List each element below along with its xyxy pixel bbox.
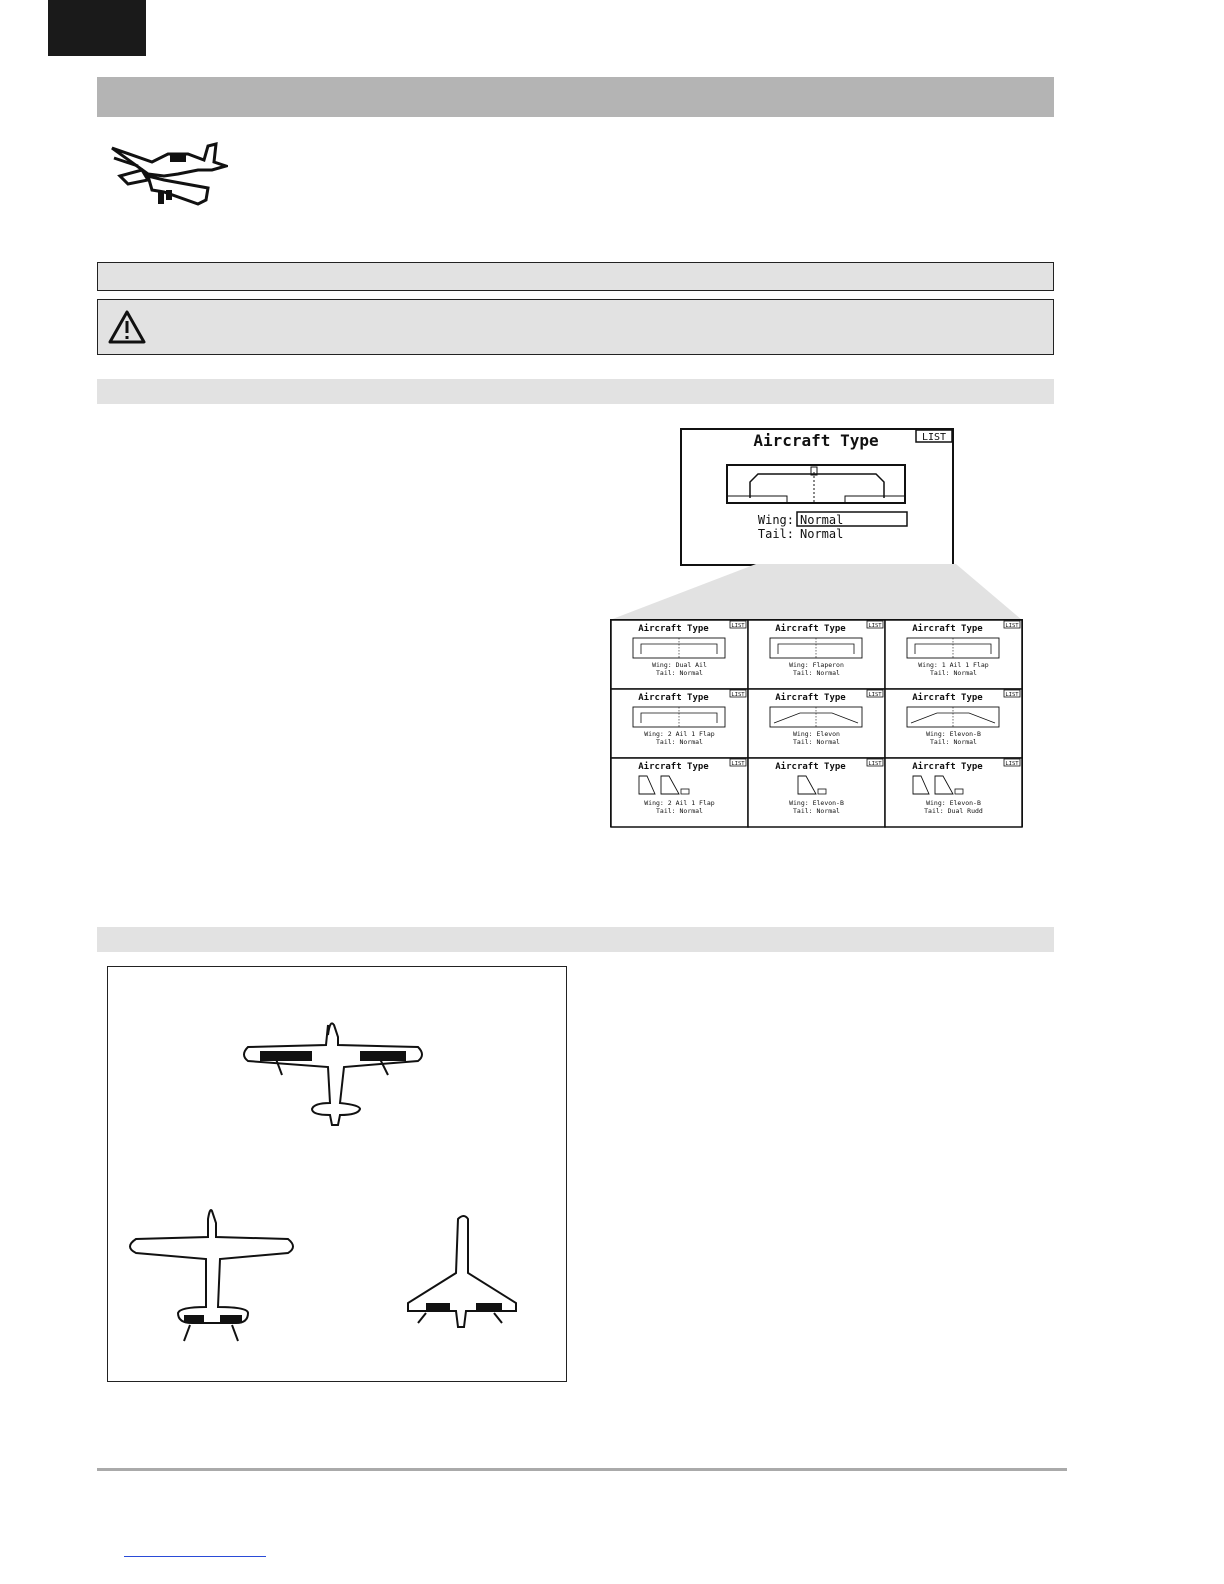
- grid-screen-wing: Wing: Elevon-B: [926, 730, 981, 738]
- leader-line: [276, 1059, 282, 1075]
- grid-screen-title: Aircraft Type: [775, 762, 846, 772]
- aircraft-type-grid: [610, 619, 1024, 828]
- grid-screen-tail: Tail: Normal: [793, 669, 840, 677]
- delta-wing-outline: [408, 1216, 516, 1327]
- grid-screen-cell: [748, 689, 885, 758]
- planform-diagrams: [108, 967, 566, 1381]
- grid-screen-badge: LIST: [1005, 623, 1019, 629]
- elevator-right: [220, 1315, 242, 1323]
- grid-screen-wing: Wing: Flaperon: [789, 661, 844, 669]
- grid-screen-tail: Tail: Normal: [930, 738, 977, 746]
- grid-screen-tail: Tail: Dual Rudd: [924, 807, 983, 815]
- elevator-left: [184, 1315, 204, 1323]
- list-badge[interactable]: LIST: [921, 432, 947, 443]
- grid-screen-badge: LIST: [868, 623, 882, 629]
- grid-screen-title: Aircraft Type: [912, 624, 983, 634]
- grid-screen-tail: Tail: Normal: [656, 738, 703, 746]
- grid-screen-tail: Tail: Normal: [656, 807, 703, 815]
- leader-line: [184, 1325, 190, 1341]
- tail-value[interactable]: Normal: [800, 527, 844, 541]
- grid-screen-cell: [885, 758, 1022, 827]
- footer-rule: [97, 1468, 1067, 1471]
- airplane-icon: [108, 140, 228, 208]
- footer-link-underline[interactable]: [124, 1556, 266, 1557]
- grid-screen-badge: LIST: [868, 692, 882, 698]
- grid-screen-badge: LIST: [731, 692, 745, 698]
- grid-screen-title: Aircraft Type: [912, 762, 983, 772]
- plane-top-outline: [244, 1023, 422, 1125]
- zoom-connector: [608, 563, 1024, 623]
- grid-screen-tail: Tail: Normal: [930, 669, 977, 677]
- aileron-right: [360, 1051, 406, 1061]
- grid-screen-cell: [611, 620, 748, 689]
- aileron-left: [260, 1051, 312, 1061]
- aircraft-type-screen: [680, 428, 954, 566]
- grid-screen-badge: LIST: [731, 761, 745, 767]
- grid-screen-wing: Wing: 1 Ail 1 Flap: [918, 661, 989, 669]
- leader-line: [380, 1059, 388, 1075]
- plane-bottom-left-outline: [130, 1210, 293, 1323]
- subsection-bar-aircraft-type: [97, 379, 1054, 404]
- wing-label: Wing:: [757, 513, 794, 527]
- grid-screen-wing: Wing: Dual Ail: [652, 661, 707, 669]
- grid-screen-cell: [885, 620, 1022, 689]
- grid-screen-wing: Wing: Elevon: [793, 730, 840, 738]
- grid-screen-title: Aircraft Type: [775, 624, 846, 634]
- grid-screen-cell: [748, 758, 885, 827]
- screen-title: Aircraft Type: [753, 431, 879, 450]
- leader-line: [232, 1325, 238, 1341]
- grid-screen-title: Aircraft Type: [638, 693, 709, 703]
- grid-screen-badge: LIST: [1005, 692, 1019, 698]
- grid-screen-tail: Tail: Normal: [793, 807, 840, 815]
- grid-screen-badge: LIST: [731, 623, 745, 629]
- grid-screen-badge: LIST: [868, 761, 882, 767]
- wing-value[interactable]: Normal: [800, 513, 844, 527]
- corner-tab: [48, 0, 146, 56]
- grid-screen-cell: [748, 620, 885, 689]
- warning-box: [97, 299, 1054, 355]
- leader-line: [494, 1313, 502, 1323]
- grid-screen-cell: [611, 758, 748, 827]
- grid-screen-wing: Wing: Elevon-B: [789, 799, 844, 807]
- grid-screen-tail: Tail: Normal: [656, 669, 703, 677]
- tail-label: Tail:: [757, 527, 794, 541]
- grid-screen-title: Aircraft Type: [912, 693, 983, 703]
- grid-screen-cell: [885, 689, 1022, 758]
- section-header-bar: [97, 77, 1054, 117]
- grid-screen-cell: [611, 689, 748, 758]
- subsection-bar-diagram: [97, 927, 1054, 952]
- grid-screen-title: Aircraft Type: [638, 624, 709, 634]
- grid-screen-tail: Tail: Normal: [793, 738, 840, 746]
- warning-icon: [107, 309, 147, 345]
- note-bar: [97, 262, 1054, 291]
- control-surface-diagram: [107, 966, 567, 1382]
- grid-screen-badge: LIST: [1005, 761, 1019, 767]
- elevon-right: [476, 1303, 502, 1310]
- grid-screen-wing: Wing: 2 Ail 1 Flap: [644, 799, 715, 807]
- grid-screen-wing: Wing: 2 Ail 1 Flap: [644, 730, 715, 738]
- grid-screen-wing: Wing: Elevon-B: [926, 799, 981, 807]
- elevon-left: [426, 1303, 450, 1310]
- grid-screen-title: Aircraft Type: [638, 762, 709, 772]
- leader-line: [418, 1313, 426, 1323]
- grid-screen-title: Aircraft Type: [775, 693, 846, 703]
